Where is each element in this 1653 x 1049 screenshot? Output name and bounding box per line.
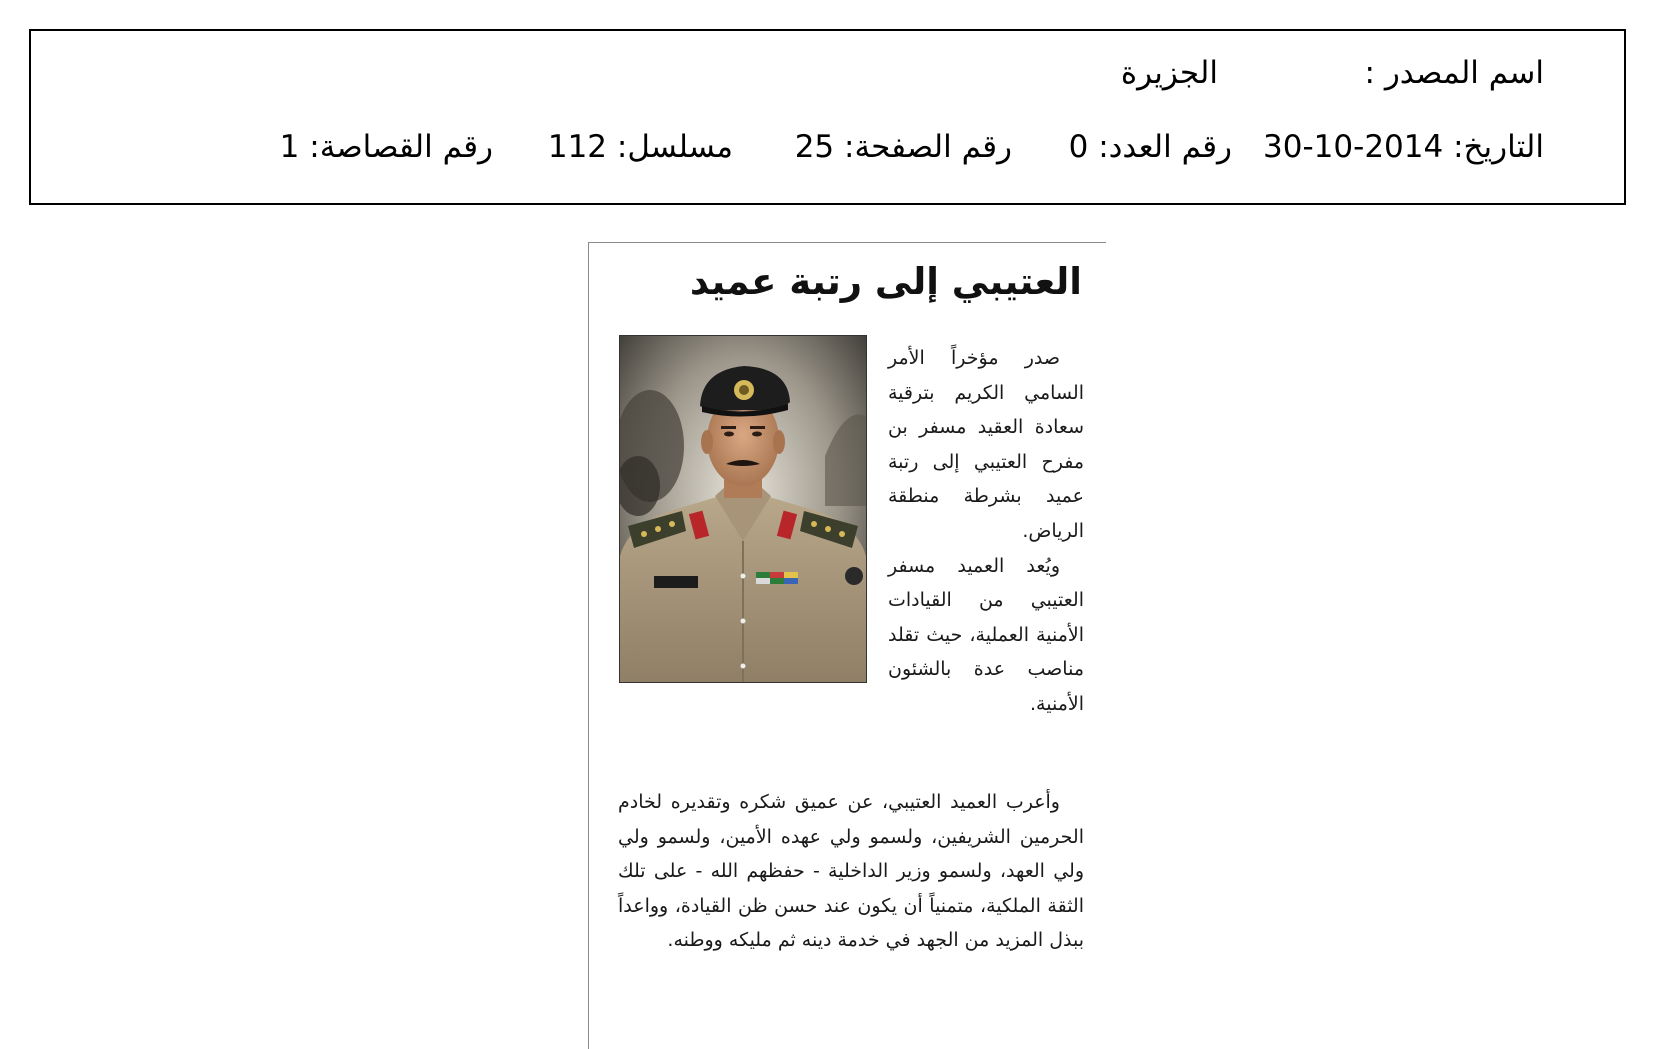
article-full-width-text — [618, 785, 1084, 958]
page-value: 25 — [794, 129, 835, 165]
article-paragraph: صدر مؤخراً الأمر السامي الكريم بترقية سعادة العقيد مسفر بن مفرح العتيبي إلى رتبة عميد بشرطة منطقة الرياض. — [888, 347, 1084, 542]
source-label: اسم المصدر : — [1364, 55, 1544, 91]
article-paragraph: ويُعد العميد مسفر العتيبي من القيادات الأمنية العملية، حيث تقلد مناصب عدة بالشئون الأمنية. — [888, 554, 1084, 715]
portrait-photo — [619, 335, 867, 683]
date-field — [1263, 127, 1544, 167]
newspaper-clipping — [588, 242, 1106, 1049]
date-label: التاريخ: — [1453, 129, 1544, 165]
clip-value: 1 — [279, 129, 300, 165]
page-field — [795, 127, 1012, 167]
article-column-text — [888, 341, 1084, 722]
page-label: رقم الصفحة: — [844, 129, 1012, 165]
issue-value: 0 — [1068, 129, 1089, 165]
clip-label: رقم القصاصة: — [309, 129, 493, 165]
article-paragraph: وأعرب العميد العتيبي، عن عميق شكره وتقديره لخادم الحرمين الشريفين، ولسمو ولي عهده الأمين، ولسمو ولي ولي العهد، ولسمو وزير الداخلية - حفظهم الله - على تلك الثقة الملكية، متمنياً أن يكون عند حسن ظن القيادة، وواعداً ببذل المزيد من الجهد في خدمة دينه ثم مليكه ووطنه. — [618, 791, 1084, 952]
source-value: الجزيرة — [1120, 55, 1218, 91]
serial-label: مسلسل: — [616, 129, 733, 165]
serial-field — [548, 127, 733, 167]
issue-label: رقم العدد: — [1098, 129, 1232, 165]
date-value: 2014-10-30 — [1263, 129, 1444, 165]
clip-field — [280, 127, 493, 167]
metadata-box — [29, 29, 1626, 205]
serial-value: 112 — [547, 129, 608, 165]
issue-field — [1069, 127, 1232, 167]
article-headline: العتيبي إلى رتبة عميد — [689, 260, 1082, 303]
